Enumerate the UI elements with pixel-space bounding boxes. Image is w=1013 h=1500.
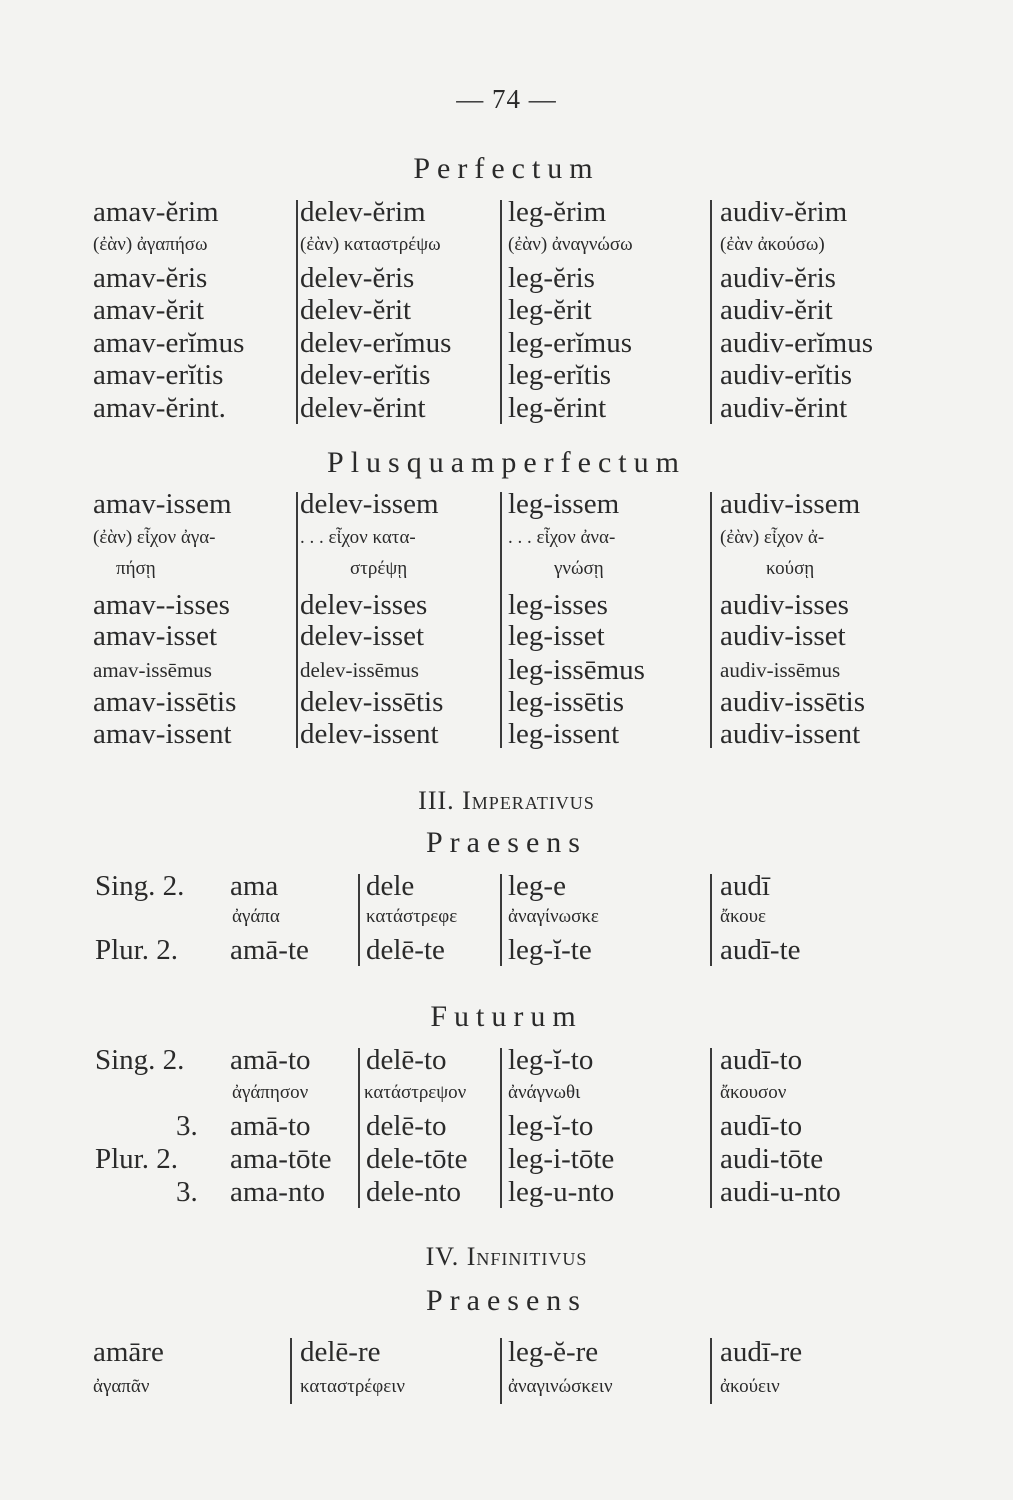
table-cell: audiv-ĕrit (720, 294, 833, 326)
table-cell: audi-u-nto (720, 1176, 841, 1208)
table-cell: ἀγάπα (232, 906, 280, 927)
column-divider (710, 1048, 712, 1208)
table-cell: ἄκουε (720, 906, 766, 927)
table-cell: amav--isses (93, 589, 230, 621)
table-cell: delev-isses (300, 589, 428, 621)
table-cell: audī (720, 870, 770, 902)
table-cell: leg-ĭ-to (508, 1044, 594, 1076)
column-divider (500, 200, 502, 424)
table-row-greek (0, 525, 1013, 551)
table-cell: ἀγάπησον (232, 1082, 309, 1103)
table-row-greek (0, 904, 1013, 930)
column-divider (500, 1048, 502, 1208)
table-cell: audiv-ĕris (720, 262, 836, 294)
section-title: Imperativus (462, 786, 595, 815)
table-cell: leg-i-tōte (508, 1143, 615, 1175)
table-cell: audiv-isset (720, 620, 846, 652)
table-cell: amav-ĕrit (93, 294, 205, 326)
table-cell: amav-erĭmus (93, 327, 245, 359)
table-cell: audiv-issem (720, 488, 861, 520)
table-cell: amā-te (230, 934, 309, 966)
row-label: 3. (176, 1110, 198, 1142)
table-cell: delev-issem (300, 488, 439, 520)
column-divider (296, 492, 298, 748)
table-row (0, 196, 1013, 228)
table-cell: audiv-ĕrint (720, 392, 848, 424)
column-divider (710, 874, 712, 966)
table-row (0, 1044, 1013, 1076)
table-cell: leg-erĭmus (508, 327, 633, 359)
row-label: 3. (176, 1176, 198, 1208)
table-row-greek (0, 1080, 1013, 1106)
table-cell: ἀκούειν (720, 1376, 780, 1397)
table-cell: audiv-issent (720, 718, 861, 750)
table-cell: κούσῃ (766, 558, 815, 579)
row-label: Plur. 2. (95, 934, 178, 966)
table-cell: amav-issem (93, 488, 232, 520)
table-cell: delev-ĕris (300, 262, 415, 294)
table-cell: audiv-ĕrim (720, 196, 848, 228)
section-heading-infinitivus (0, 1242, 1013, 1272)
table-cell: leg-ĕrint (508, 392, 607, 424)
table-cell: audi-tōte (720, 1143, 824, 1175)
row-label: Plur. 2. (95, 1143, 178, 1175)
table-cell: . . . εἶχον κατα- (300, 527, 416, 548)
table-cell: delev-issent (300, 718, 439, 750)
table-row (0, 392, 1013, 424)
table-cell: στρέψῃ (350, 558, 408, 579)
table-row (0, 294, 1013, 326)
table-cell: audī-to (720, 1044, 803, 1076)
table-cell: καταστρέφειν (300, 1376, 405, 1397)
table-row (0, 934, 1013, 966)
table-row (0, 1176, 1013, 1208)
table-cell: delē-to (366, 1110, 447, 1142)
imperativus-praesens-heading: Praesens (426, 826, 587, 859)
table-cell: (ἐὰν) ἀναγνώσω (508, 234, 633, 255)
table-cell: ama-nto (230, 1176, 326, 1208)
table-cell: amā-to (230, 1044, 311, 1076)
table-cell: amav-erĭtis (93, 359, 224, 391)
table-cell: (ἐὰν) εἶχον ἀ- (720, 527, 825, 548)
table-cell: leg-isses (508, 589, 608, 621)
table-cell: delē-te (366, 934, 445, 966)
table-cell: ἄκουσον (720, 1082, 787, 1103)
table-cell: delev-ĕrint (300, 392, 426, 424)
table-cell: leg-ĕrit (508, 294, 592, 326)
table-row-greek (0, 556, 1013, 582)
table-cell: γνώσῃ (554, 558, 604, 579)
table-cell: leg-ĕ-re (508, 1336, 599, 1368)
table-cell: leg-ĕrim (508, 196, 607, 228)
table-cell: delev-ĕrit (300, 294, 412, 326)
table-cell: amav-ĕrint. (93, 392, 226, 424)
table-cell: audī-te (720, 934, 801, 966)
section-title: Infinitivus (466, 1242, 588, 1271)
table-cell: ἀνάγνωθι (508, 1082, 581, 1103)
table-row (0, 654, 1013, 686)
table-row (0, 870, 1013, 902)
table-cell: . . . εἶχον ἀνα- (508, 527, 616, 548)
table-cell: leg-ĭ-te (508, 934, 592, 966)
table-cell: κατάστρεφε (366, 906, 458, 927)
column-divider (290, 1338, 292, 1404)
table-cell: leg-issēmus (508, 654, 645, 686)
table-row (0, 1143, 1013, 1175)
table-cell: (ἐὰν ἀκούσω) (720, 234, 825, 255)
table-row (0, 718, 1013, 750)
table-row (0, 589, 1013, 621)
table-row (0, 488, 1013, 520)
column-divider (358, 874, 360, 966)
table-cell: amāre (93, 1336, 164, 1368)
table-cell: audiv-erĭmus (720, 327, 874, 359)
table-row (0, 1110, 1013, 1142)
column-divider (710, 200, 712, 424)
perfectum-heading: Perfectum (413, 152, 600, 185)
imperativus-futurum-heading: Futurum (430, 1000, 583, 1033)
section-heading-imperativus (0, 786, 1013, 816)
table-cell: delev-ĕrim (300, 196, 426, 228)
table-cell: audiv-issētis (720, 686, 865, 718)
column-divider (710, 1338, 712, 1404)
row-label: Sing. 2. (95, 870, 185, 902)
table-row (0, 359, 1013, 391)
infinitivus-praesens-heading: Praesens (426, 1284, 587, 1317)
table-cell: ama-tōte (230, 1143, 332, 1175)
table-cell: audī-re (720, 1336, 803, 1368)
table-cell: delev-issētis (300, 686, 444, 718)
table-cell: (ἐὰν) καταστρέψω (300, 234, 441, 255)
table-cell: leg-e (508, 870, 566, 902)
table-cell: amav-ĕrim (93, 196, 219, 228)
table-cell: (ἐὰν) εἶχον ἀγα- (93, 527, 216, 548)
table-cell: amā-to (230, 1110, 311, 1142)
table-cell: audiv-erĭtis (720, 359, 853, 391)
column-divider (296, 200, 298, 424)
table-cell: (ἐὰν) ἀγαπήσω (93, 234, 208, 255)
table-cell: audiv-isses (720, 589, 849, 621)
section-numeral: IV. (425, 1242, 460, 1271)
table-cell: delev-isset (300, 620, 425, 652)
table-cell: amav-issent (93, 718, 232, 750)
table-cell: delev-issēmus (300, 658, 419, 682)
column-divider (500, 492, 502, 748)
table-cell: ama (230, 870, 279, 902)
column-divider (358, 1048, 360, 1208)
table-cell: leg-issem (508, 488, 620, 520)
table-row (0, 327, 1013, 359)
table-cell: dele-nto (366, 1176, 462, 1208)
table-cell: leg-isset (508, 620, 605, 652)
section-numeral: III. (418, 786, 455, 815)
table-cell: delev-erĭtis (300, 359, 431, 391)
table-cell: leg-issētis (508, 686, 624, 718)
column-divider (710, 492, 712, 748)
table-cell: audī-to (720, 1110, 803, 1142)
table-cell: ἀναγινώσκειν (508, 1376, 613, 1397)
table-cell: πήσῃ (116, 558, 156, 579)
table-cell: ἀναγίνωσκε (508, 906, 599, 927)
table-cell: leg-erĭtis (508, 359, 612, 391)
table-row (0, 686, 1013, 718)
table-cell: amav-issētis (93, 686, 237, 718)
table-cell: leg-u-nto (508, 1176, 615, 1208)
table-cell: amav-isset (93, 620, 218, 652)
table-cell: audiv-issēmus (720, 658, 841, 682)
column-divider (500, 1338, 502, 1404)
table-cell: delē-to (366, 1044, 447, 1076)
table-row-greek (0, 232, 1013, 258)
table-cell: leg-ĕris (508, 262, 595, 294)
table-cell: amav-issēmus (93, 658, 212, 682)
table-row (0, 262, 1013, 294)
plusquamperfectum-heading: Plusquamperfectum (327, 446, 686, 479)
page-number: — 74 — (456, 84, 557, 114)
table-cell: delev-erĭmus (300, 327, 452, 359)
table-cell: leg-issent (508, 718, 620, 750)
table-cell: leg-ĭ-to (508, 1110, 594, 1142)
table-row (0, 1336, 1013, 1368)
table-cell: amav-ĕris (93, 262, 208, 294)
row-label: Sing. 2. (95, 1044, 185, 1076)
column-divider (500, 874, 502, 966)
table-row-greek (0, 1374, 1013, 1400)
table-cell: κατάστρεψον (364, 1082, 467, 1103)
table-cell: delē-re (300, 1336, 381, 1368)
table-row (0, 620, 1013, 652)
table-cell: ἀγαπᾶν (93, 1376, 150, 1397)
table-cell: dele (366, 870, 415, 902)
table-cell: dele-tōte (366, 1143, 468, 1175)
